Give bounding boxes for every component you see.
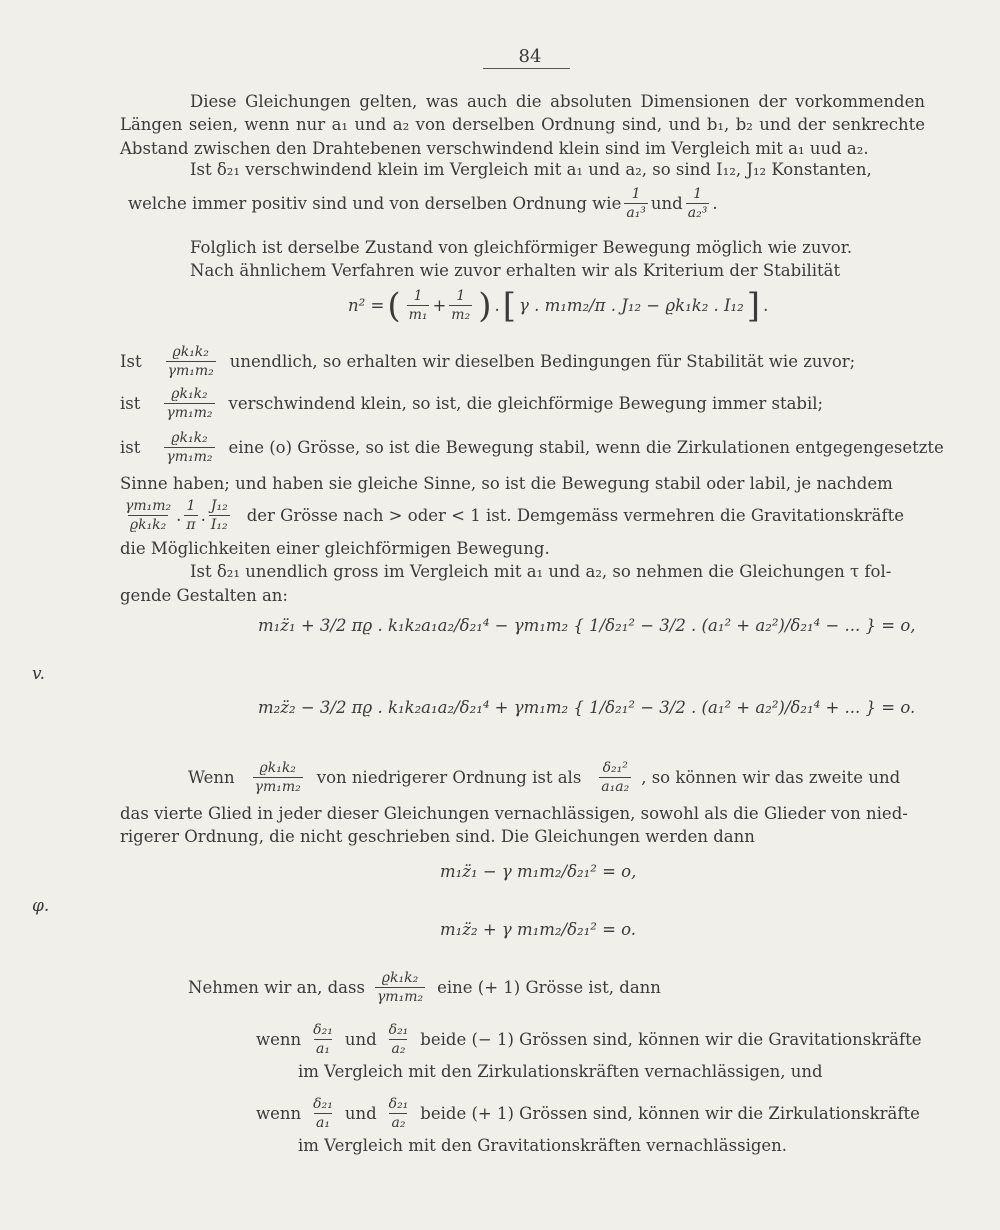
frac-rho-num-2: ϱk₁k₂: [171, 386, 208, 402]
frac-rho-num-5: ϱk₁k₂: [381, 970, 419, 986]
frac-rho-num-4: ϱk₁k₂: [259, 760, 296, 776]
frac-gam-num: γm₁m₂: [125, 498, 172, 514]
frac-gam-den: ϱk₁k₂: [129, 517, 167, 533]
frac-1-a1cube: $\frac{1}{\text{a₁³}}$: [626, 186, 646, 221]
equation-phi2: m₁z̈₂ + γ m₁m₂/δ₂₁² = o.: [440, 920, 637, 939]
paragraph-2b: welche immer positiv sind und von derselben Ordnung wie $\frac{1}{\text{a₁³}}$ und $\frac{1}{\text{a₂³}}$ .: [128, 186, 718, 221]
ist3-text: eine (o) Grösse, so ist die Bewegung stabil, wenn die Zirkulationen entgegengesetzte: [228, 438, 944, 457]
wenn2-line: wenn $\frac{\text{δ₂₁}}{\text{a₁}}$ und $\frac{\text{δ₂₁}}{\text{a₂}}$ beide (+ 1) Grössen sind, können wir die Zirkulationskräfte: [256, 1096, 920, 1131]
text-p10: das vierte Glied in jeder dieser Gleichungen vernachlässigen, sowohl als die Glieder von nied-: [120, 804, 908, 823]
nehmen-end: eine (+ 1) Grösse ist, dann: [437, 978, 661, 997]
text-p7: die Möglichkeiten einer gleichförmigen Bewegung.: [120, 539, 550, 558]
ist2-text: verschwindend klein, so ist, die gleichförmige Bewegung immer stabil;: [228, 394, 824, 413]
frac-rho-den-3: γm₁m₂: [166, 449, 213, 465]
paragraph-6: $\frac{\text{γm₁m₂}}{\text{ϱk₁k₂}}$ . $\frac{1}{\pi}$ . $\frac{\text{J₁₂}}{\text{I₁₂}}$ der Grösse nach > oder < 1 ist. Demgemäss vermehren die Gravitationskräfte: [125, 498, 904, 533]
w1-line2: im Vergleich mit den Zirkulationskräften vernachlässigen, und: [298, 1062, 823, 1081]
text-p8: Ist δ₂₁ unendlich gross im Vergleich mit a₁ und a₂, so nehmen die Gleichungen τ fol-: [190, 562, 892, 582]
wenn-line: Wenn $\frac{\text{ϱk₁k₂}}{\text{γm₁m₂}}$ von niedrigerer Ordnung ist als $\frac{\text{δ₂₁²}}{\text{a₁a₂}}$ , so können wir das zweite und: [188, 760, 901, 795]
equation-v1: m₁z̈₁ + 3/2 πϱ . k₁k₂a₁a₂/δ₂₁⁴ − γm₁m₂ { 1/δ₂₁² − 3/2 . (a₁² + a₂²)/δ₂₁⁴ − ... } = o,: [258, 616, 916, 635]
w2-end: beide (+ 1) Grössen sind, können wir die Zirkulationskräfte: [420, 1104, 920, 1123]
wenn1-line: wenn $\frac{\text{δ₂₁}}{\text{a₁}}$ und $\frac{\text{δ₂₁}}{\text{a₂}}$ beide (− 1) Grössen sind, können wir die Gravitationskräfte: [256, 1022, 922, 1057]
header-rule: [483, 68, 570, 69]
text-p4: Nach ähnlichem Verfahren wie zuvor erhalten wir als Kriterium der Stabilität: [190, 261, 841, 281]
paragraph-10: [120, 802, 925, 849]
paragraph-1: [120, 90, 925, 160]
text-p5: Sinne haben; und haben sie gleiche Sinne, so ist die Bewegung stabil oder labil, je nachdem: [120, 474, 893, 493]
paragraph-3: [120, 236, 925, 283]
text-p3: Folglich ist derselbe Zustand von gleichförmiger Bewegung möglich wie zuvor.: [190, 238, 853, 257]
w1-end: beide (− 1) Grössen sind, können wir die Gravitationskräfte: [420, 1030, 922, 1049]
frac-rho-den-4: γm₁m₂: [254, 779, 301, 795]
ist-line-2: [120, 386, 823, 421]
text-p2b-und: und: [650, 194, 683, 213]
wenn-mid: von niedrigerer Ordnung ist als: [316, 768, 582, 787]
equation-stability: n² = ( $\frac{1}{\text{m₁}}$ + $\frac{1}{\text{m₂}}$ ) . [ γ . m₁m₂/π . J₁₂ − ϱk₁k₂ . I₁₂ ] .: [348, 285, 769, 326]
ist1-lead: Ist: [120, 352, 142, 371]
margin-mark-phi: φ.: [32, 896, 50, 916]
wenn-end: , so können wir das zweite und: [641, 768, 901, 787]
w2-line2: im Vergleich mit den Gravitationskräften vernachlässigen.: [298, 1136, 788, 1155]
ist3-lead: ist: [120, 438, 141, 457]
page-number: 84: [518, 46, 542, 67]
ist-line-3: [120, 430, 944, 465]
frac-rho-num-3: ϱk₁k₂: [171, 430, 208, 446]
frac-rho-den-2: γm₁m₂: [166, 405, 213, 421]
wenn-lead: Wenn: [188, 768, 235, 787]
frac-rho-num: ϱk₁k₂: [172, 344, 209, 360]
paragraph-7: [120, 537, 925, 607]
w1-und: und: [344, 1030, 377, 1049]
paragraph-2: [120, 158, 925, 181]
text-p11: rigerer Ordnung, die nicht geschrieben sind. Die Gleichungen werden dann: [120, 827, 755, 847]
text-p9: gende Gestalten an:: [120, 585, 288, 605]
equation-v2: m₂z̈₂ − 3/2 πϱ . k₁k₂a₁a₂/δ₂₁⁴ + γm₁m₂ { 1/δ₂₁² − 3/2 . (a₁² + a₂²)/δ₂₁⁴ + ... } = o.: [258, 698, 916, 717]
nehmen-lead: Nehmen wir an, dass: [188, 978, 365, 997]
equation-phi1: m₁z̈₁ − γ m₁m₂/δ₂₁² = o,: [440, 862, 637, 881]
eq-stability-lhs: n² =: [348, 296, 385, 315]
eq-stability-rest: γ . m₁m₂/π . J₁₂ − ϱk₁k₂ . I₁₂: [518, 296, 744, 315]
w2-und: und: [344, 1104, 377, 1123]
w1-lead: wenn: [256, 1030, 302, 1049]
text-p2a: Ist δ₂₁ verschwindend klein im Vergleich mit a₁ und a₂, so sind I₁₂, J₁₂ Konstanten,: [190, 160, 872, 179]
frac-1-a2cube: $\frac{1}{\text{a₂³}}$: [687, 186, 708, 221]
margin-mark-v: v.: [32, 664, 45, 684]
text-p1: Diese Gleichungen gelten, was auch die absoluten Dimensionen der vorkommenden Längen seien, wenn nur a₁ und a₂ von derselben Ordnung sind, und b₁, b₂ und der senkrechte Abstand zwischen den Drahtebenen verschwindend klein sind im Vergleich mit a₁ uud a₂.: [120, 92, 925, 158]
ist2-lead: ist: [120, 394, 141, 413]
text-p2b: welche immer positiv sind und von derselben Ordnung wie: [128, 194, 622, 213]
ist1-text: unendlich, so erhalten wir dieselben Bedingungen für Stabilität wie zuvor;: [229, 352, 856, 371]
frac-rho-den-5: γm₁m₂: [376, 989, 424, 1005]
text-p6: der Grösse nach > oder < 1 ist. Demgemäss vermehren die Gravitationskräfte: [246, 506, 904, 525]
nehmen-line: [188, 970, 661, 1005]
frac-rho-den: γm₁m₂: [167, 363, 214, 379]
paragraph-5: [120, 472, 925, 495]
ist-line-1: [120, 344, 855, 379]
w2-lead: wenn: [256, 1104, 302, 1123]
